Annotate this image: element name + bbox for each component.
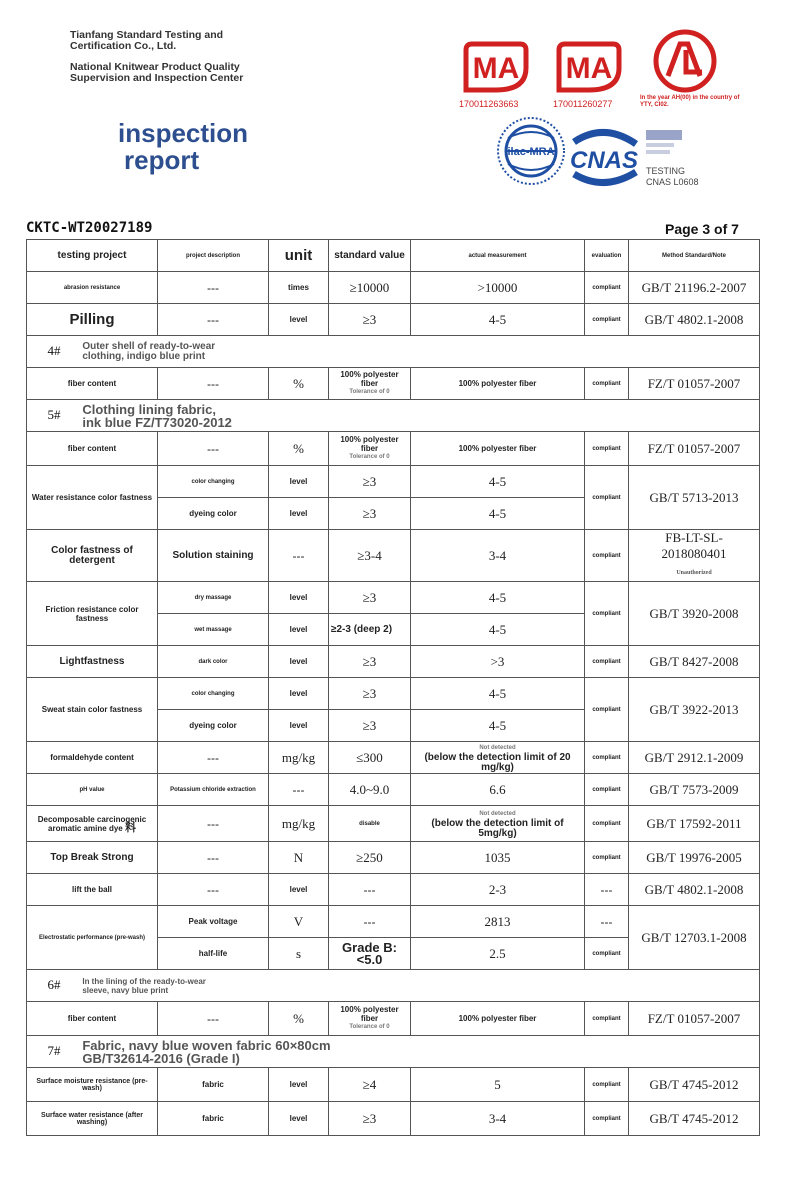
section-4-cell [27, 336, 760, 368]
project-cell: Water resistance color fastness [27, 466, 158, 530]
actual-cell: 2.5 [411, 938, 585, 970]
section-description [82, 1039, 330, 1065]
table-row [27, 806, 760, 842]
unit-cell: level [269, 1068, 329, 1102]
method-cell: FZ/T 01057-2007 [629, 432, 760, 466]
section-desc-line-2: GB/T32614-2016 (Grade I) [82, 1050, 240, 1066]
description-cell: --- [158, 874, 269, 906]
project-cell: Electrostatic performance (pre-wash) [27, 906, 158, 970]
project-cell: fiber content [27, 1002, 158, 1036]
actual-value: (below the detection limit of 20 mg/kg) [424, 751, 571, 773]
actual-cell: 100% polyester fiber [411, 432, 585, 466]
header-project-description: project description [158, 240, 269, 272]
unit-cell: level [269, 646, 329, 678]
project-cell: fiber content [27, 368, 158, 400]
cal-note: In the year AH(00) in the country of YTY, CI02. [640, 95, 740, 108]
unit-cell: % [269, 1002, 329, 1036]
table-row [27, 742, 760, 774]
section-number: 5# [47, 406, 61, 422]
project-cell: Lightfastness [27, 646, 158, 678]
tolerance-note: Tolerance of 0 [349, 1024, 390, 1030]
method-cell: GB/T 4802.1-2008 [629, 874, 760, 906]
actual-cell: 2-3 [411, 874, 585, 906]
table-row [27, 368, 760, 400]
description-cell: Potassium chloride extraction [158, 774, 269, 806]
method-cell: GB/T 21196.2-2007 [629, 272, 760, 304]
evaluation-cell: compliant [585, 466, 629, 530]
table-row [27, 678, 760, 710]
project-cell: Sweat stain color fastness [27, 678, 158, 742]
standard-cell: ≥3 [329, 466, 411, 498]
unit-cell: mg/kg [269, 742, 329, 774]
description-cell: --- [158, 806, 269, 842]
method-cell: FZ/T 01057-2007 [629, 368, 760, 400]
description-cell: --- [158, 304, 269, 336]
method-cell: GB/T 5713-2013 [629, 466, 760, 530]
section-desc-line-1: Fabric, navy blue woven fabric 60×80cm [82, 1037, 331, 1053]
method-line-1: FB-LT-SL- [665, 530, 723, 545]
standard-cell: ≥3 [329, 304, 411, 336]
standard-cell: ≥2-3 (deep 2) [329, 614, 411, 646]
actual-cell: 100% polyester fiber [411, 368, 585, 400]
cnas-label: CNAS [569, 147, 639, 174]
method-line-2: 2018080401 [661, 546, 727, 561]
table-row [27, 304, 760, 336]
standard-cell: ≥3 [329, 498, 411, 530]
cnas-logo-icon [566, 122, 642, 192]
standard-cell: ≥250 [329, 842, 411, 874]
standard-cell: disable [329, 806, 411, 842]
page-number: Page 3 of 7 [665, 221, 739, 237]
method-cell: GB/T 8427-2008 [629, 646, 760, 678]
table-row [27, 774, 760, 806]
evaluation-cell: compliant [585, 774, 629, 806]
header-standard-value: standard value [329, 240, 411, 272]
unit-cell: --- [269, 774, 329, 806]
section-row [27, 400, 760, 432]
actual-cell: 100% polyester fiber [411, 1002, 585, 1036]
section-row [27, 1036, 760, 1068]
tolerance-note: Tolerance of 0 [349, 389, 390, 395]
project-cell: Pilling [27, 304, 158, 336]
report-title-line-1: inspection [118, 118, 249, 148]
results-table [26, 239, 760, 1136]
description-cell: --- [158, 368, 269, 400]
unit-cell: level [269, 678, 329, 710]
description-cell: --- [158, 432, 269, 466]
section-row [27, 970, 760, 1002]
table-row [27, 1068, 760, 1102]
actual-cell: 1035 [411, 842, 585, 874]
actual-cell: >3 [411, 646, 585, 678]
section-number: 7# [47, 1042, 61, 1058]
table-row [27, 272, 760, 304]
evaluation-cell: compliant [585, 806, 629, 842]
standard-cell: ≥3 [329, 582, 411, 614]
standard-cell: ≥3 [329, 1102, 411, 1136]
cal-logo-icon [650, 28, 720, 94]
actual-cell: 3-4 [411, 530, 585, 582]
description-cell: Peak voltage [158, 906, 269, 938]
cma-code-1: 170011263663 [459, 99, 519, 109]
actual-cell [411, 742, 585, 774]
cma-logo-2-icon [553, 38, 625, 98]
method-cell: GB/T 4745-2012 [629, 1102, 760, 1136]
standard-value: 100% polyester fiber [340, 435, 399, 453]
table-row [27, 432, 760, 466]
evaluation-cell: --- [585, 874, 629, 906]
actual-cell: 4-5 [411, 304, 585, 336]
unit-cell: level [269, 1102, 329, 1136]
evaluation-cell: compliant [585, 842, 629, 874]
section-desc-line-2: ink blue FZ/T73020-2012 [82, 414, 232, 430]
actual-cell: 5 [411, 1068, 585, 1102]
cma-logo-icon [460, 38, 532, 98]
unit-cell: level [269, 304, 329, 336]
table-row [27, 874, 760, 906]
table-row [27, 530, 760, 582]
project-text: Decomposable carcinogenic aromatic amine dye [37, 814, 147, 833]
description-cell: half-life [158, 938, 269, 970]
evaluation-cell: compliant [585, 582, 629, 646]
section-desc-line-2: clothing, indigo blue print [82, 350, 206, 362]
center-line-1: National Knitwear Product Quality [70, 61, 240, 73]
unit-cell: level [269, 498, 329, 530]
standard-value: 100% polyester fiber [340, 370, 399, 388]
header-testing-project: testing project [27, 240, 158, 272]
cnas-mark-icon [646, 130, 682, 160]
method-cell: GB/T 4802.1-2008 [629, 304, 760, 336]
section-desc-line-1: Outer shell of ready-to-wear [82, 340, 216, 352]
method-cell: GB/T 2912.1-2009 [629, 742, 760, 774]
standard-cell: ≥10000 [329, 272, 411, 304]
description-cell: --- [158, 842, 269, 874]
evaluation-cell: compliant [585, 1002, 629, 1036]
actual-value: (below the detection limit of 5mg/kg) [431, 817, 564, 839]
center-name [70, 62, 243, 84]
section-7-cell [27, 1036, 760, 1068]
description-cell: Solution staining [158, 530, 269, 582]
method-cell: GB/T 3920-2008 [629, 582, 760, 646]
project-cell [27, 806, 158, 842]
org-line-1: Tianfang Standard Testing and [70, 29, 224, 41]
project-cell: lift the ball [27, 874, 158, 906]
header-evaluation: evaluation [585, 240, 629, 272]
unit-cell: --- [269, 530, 329, 582]
method-cell: GB/T 7573-2009 [629, 774, 760, 806]
project-cell: Friction resistance color fastness [27, 582, 158, 646]
report-number: CKTC-WT20027189 [26, 220, 153, 236]
description-cell: --- [158, 1002, 269, 1036]
evaluation-cell: compliant [585, 1068, 629, 1102]
project-cell: Surface water resistance (after washing) [27, 1102, 158, 1136]
unit-cell: level [269, 582, 329, 614]
unit-cell: level [269, 614, 329, 646]
actual-cell: 3-4 [411, 1102, 585, 1136]
unit-cell: times [269, 272, 329, 304]
unit-cell: mg/kg [269, 806, 329, 842]
unit-cell: s [269, 938, 329, 970]
unit-cell: N [269, 842, 329, 874]
standard-value: 100% polyester fiber [340, 1005, 399, 1023]
actual-note: Not detected [479, 810, 516, 817]
section-number: 4# [47, 342, 61, 358]
standard-cell: ≥4 [329, 1068, 411, 1102]
actual-cell [411, 806, 585, 842]
cnas-testing [646, 166, 699, 188]
cnas-code: CNAS L0608 [646, 177, 699, 187]
actual-cell: 4-5 [411, 678, 585, 710]
actual-cell: 2813 [411, 906, 585, 938]
header-method: Method Standard/Note [629, 240, 760, 272]
standard-cell: Grade B: <5.0 [329, 938, 411, 970]
header-actual-measurement: actual measurement [411, 240, 585, 272]
evaluation-cell: compliant [585, 742, 629, 774]
table-row [27, 1102, 760, 1136]
description-cell: fabric [158, 1102, 269, 1136]
org-line-2: Certification Co., Ltd. [70, 40, 177, 52]
section-6-cell [27, 970, 760, 1002]
svg-text:MA: MA [565, 52, 613, 85]
actual-cell: 6.6 [411, 774, 585, 806]
project-cell: formaldehyde content [27, 742, 158, 774]
table-row [27, 646, 760, 678]
project-cell: Surface moisture resistance (pre-wash) [27, 1068, 158, 1102]
section-desc-line-1: In the lining of the ready-to-wear [82, 976, 206, 986]
evaluation-cell: compliant [585, 530, 629, 582]
table-row [27, 842, 760, 874]
description-cell: fabric [158, 1068, 269, 1102]
standard-cell: ≥3 [329, 678, 411, 710]
table-header-row [27, 240, 760, 272]
project-cell: pH value [27, 774, 158, 806]
description-cell: color changing [158, 466, 269, 498]
organization-name [70, 30, 223, 52]
standard-cell [329, 1002, 411, 1036]
method-cell [629, 530, 760, 582]
section-description [82, 977, 206, 995]
evaluation-cell: compliant [585, 368, 629, 400]
unit-cell: level [269, 466, 329, 498]
standard-cell [329, 368, 411, 400]
unit-cell: level [269, 874, 329, 906]
project-cell: Color fastness of detergent [27, 530, 158, 582]
actual-cell: 4-5 [411, 498, 585, 530]
evaluation-cell: compliant [585, 304, 629, 336]
description-cell: color changing [158, 678, 269, 710]
tolerance-note: Tolerance of 0 [349, 454, 390, 460]
section-description [82, 342, 215, 362]
actual-note: Not detected [479, 744, 516, 751]
report-title-line-2: report [124, 145, 200, 175]
cma-code-2: 170011260277 [553, 99, 613, 109]
project-cell: abrasion resistance [27, 272, 158, 304]
description-cell: dyeing color [158, 498, 269, 530]
section-number: 6# [47, 976, 61, 992]
unit-cell: V [269, 906, 329, 938]
description-cell: --- [158, 272, 269, 304]
method-cell: GB/T 3922-2013 [629, 678, 760, 742]
unit-cell: % [269, 432, 329, 466]
method-note: Unauthorized [676, 570, 712, 576]
description-cell: dark color [158, 646, 269, 678]
evaluation-cell: --- [585, 906, 629, 938]
standard-cell: --- [329, 906, 411, 938]
actual-cell: 4-5 [411, 710, 585, 742]
project-extra: 料 [124, 821, 136, 834]
section-desc-line-1: Clothing lining fabric, [82, 401, 216, 417]
evaluation-cell: compliant [585, 678, 629, 742]
header-unit: unit [269, 240, 329, 272]
description-cell: dry massage [158, 582, 269, 614]
table-row [27, 582, 760, 614]
section-description [82, 403, 232, 429]
evaluation-cell: compliant [585, 646, 629, 678]
section-5-cell [27, 400, 760, 432]
evaluation-cell: compliant [585, 1102, 629, 1136]
description-cell: --- [158, 742, 269, 774]
method-cell: GB/T 4745-2012 [629, 1068, 760, 1102]
table-row [27, 906, 760, 938]
method-cell: GB/T 17592-2011 [629, 806, 760, 842]
actual-cell: 4-5 [411, 582, 585, 614]
standard-cell: ≥3 [329, 710, 411, 742]
standard-cell: --- [329, 874, 411, 906]
section-desc-line-2: sleeve, navy blue print [82, 985, 169, 995]
svg-text:MA: MA [472, 52, 520, 85]
description-cell: wet massage [158, 614, 269, 646]
center-line-2: Supervision and Inspection Center [70, 72, 244, 84]
description-cell: dyeing color [158, 710, 269, 742]
evaluation-cell: compliant [585, 938, 629, 970]
standard-cell: 4.0~9.0 [329, 774, 411, 806]
method-cell: GB/T 19976-2005 [629, 842, 760, 874]
project-cell: fiber content [27, 432, 158, 466]
ilac-mra-logo-icon [496, 112, 566, 190]
ilac-mra-label: ilac-MRA [507, 146, 555, 158]
standard-cell: ≥3 [329, 646, 411, 678]
evaluation-cell: compliant [585, 432, 629, 466]
actual-cell: 4-5 [411, 614, 585, 646]
section-row [27, 336, 760, 368]
standard-cell: ≥3-4 [329, 530, 411, 582]
method-cell: GB/T 12703.1-2008 [629, 906, 760, 970]
project-cell: Top Break Strong [27, 842, 158, 874]
unit-cell: % [269, 368, 329, 400]
actual-cell: 4-5 [411, 466, 585, 498]
cnas-testing-label: TESTING [646, 166, 686, 176]
table-row [27, 1002, 760, 1036]
standard-cell [329, 432, 411, 466]
actual-cell: >10000 [411, 272, 585, 304]
method-cell: FZ/T 01057-2007 [629, 1002, 760, 1036]
table-row [27, 466, 760, 498]
standard-cell: ≤300 [329, 742, 411, 774]
evaluation-cell: compliant [585, 272, 629, 304]
unit-cell: level [269, 710, 329, 742]
